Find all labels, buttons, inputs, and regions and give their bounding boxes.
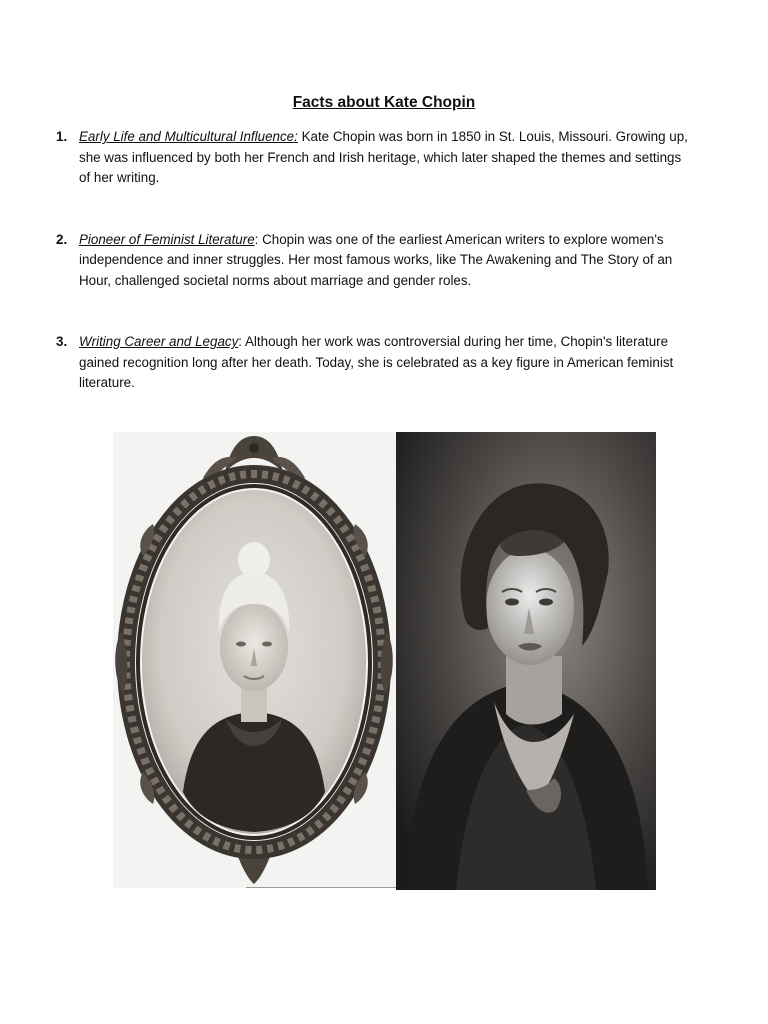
fact-item (56, 230, 696, 292)
facts-list (56, 127, 696, 435)
dark-portrait-image (396, 432, 656, 890)
fact-number: 1. (56, 129, 68, 144)
page-title (0, 94, 768, 112)
fact-number: 2. (56, 231, 68, 247)
fact-number: 3. (56, 334, 68, 349)
fact-heading: Early Life and Multicultural Influence (79, 129, 295, 144)
fact-body: Kate Chopin was born in 1850 in St. Louis, Missouri. Growing up, she was influenced by both her French and Irish heritage, which later shaped the themes and settings of her writing. (79, 129, 688, 185)
fact-heading: Pioneer of Feminist Literature (79, 231, 255, 247)
image-divider-line (246, 887, 396, 888)
fact-item (56, 127, 696, 189)
fact-heading: Writing Career and Legacy (79, 334, 239, 349)
fact-separator: : (238, 334, 243, 349)
portrait-images (113, 432, 656, 890)
fact-separator: : (294, 129, 298, 144)
fact-separator: : (254, 231, 259, 247)
fact-body: Chopin was one of the earliest American writers to explore women's independence and inner struggles. Her most famous works, like The Awakening and The Story of an Hour, challenged societal norms about marriage and gender roles. (79, 231, 673, 288)
fact-item (56, 332, 696, 394)
fact-body: Although her work was controversial during her time, Chopin's literature gained recognition long after her death. Today, she is celebrated as a key figure in American feminist literature. (79, 334, 674, 390)
framed-portrait-illustration (113, 432, 396, 888)
page-title-text: Facts about Kate Chopin (292, 94, 476, 111)
dark-portrait-illustration (396, 432, 656, 890)
framed-portrait-image (113, 432, 396, 888)
